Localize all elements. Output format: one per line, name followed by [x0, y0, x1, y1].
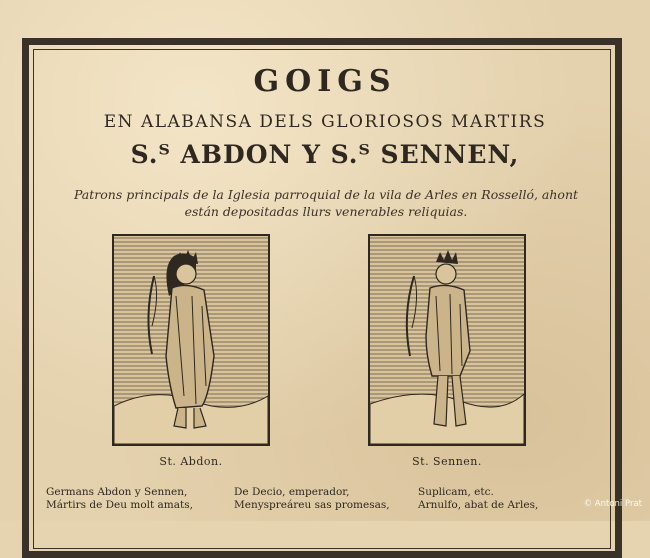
woodcut-saint-sennen — [368, 234, 526, 446]
verse-column-1 — [46, 486, 193, 512]
verse-column-2 — [234, 486, 390, 512]
subtitle-line-2: están depositadas llurs venerables reliquias. — [184, 204, 468, 219]
page-title: GOIGS — [253, 64, 397, 99]
subtitle-line-1: Patrons principals de la Iglesia parroquial de la vila de Arles en Rosselló, ahont — [73, 187, 579, 202]
verse-line: De Decio, emperador, — [234, 486, 350, 498]
verse-line: Arnulfo, abat de Arles, — [418, 499, 539, 511]
verse-line: Menyspreáreu sas promesas, — [234, 499, 390, 511]
verse-line: Mártirs de Deu molt amats, — [46, 499, 193, 511]
verse-line: Germans Abdon y Sennen, — [46, 486, 188, 498]
subtitle — [52, 186, 600, 220]
verse-column-3 — [418, 486, 538, 512]
title-line-3: S.ᵀ ABDON Y S.ᵀ SENNEN, — [130, 140, 520, 169]
caption-saint-sennen: St. Sennen. — [412, 455, 482, 468]
verse-line: Suplicam, etc. — [418, 486, 494, 498]
woodcut-saint-abdon — [112, 234, 270, 446]
caption-saint-abdon: St. Abdon. — [159, 455, 223, 468]
copyright-watermark: © Antoni Prat — [583, 499, 642, 509]
title-line-2: EN ALABANSA DELS GLORIOSOS MARTIRS — [103, 112, 547, 132]
